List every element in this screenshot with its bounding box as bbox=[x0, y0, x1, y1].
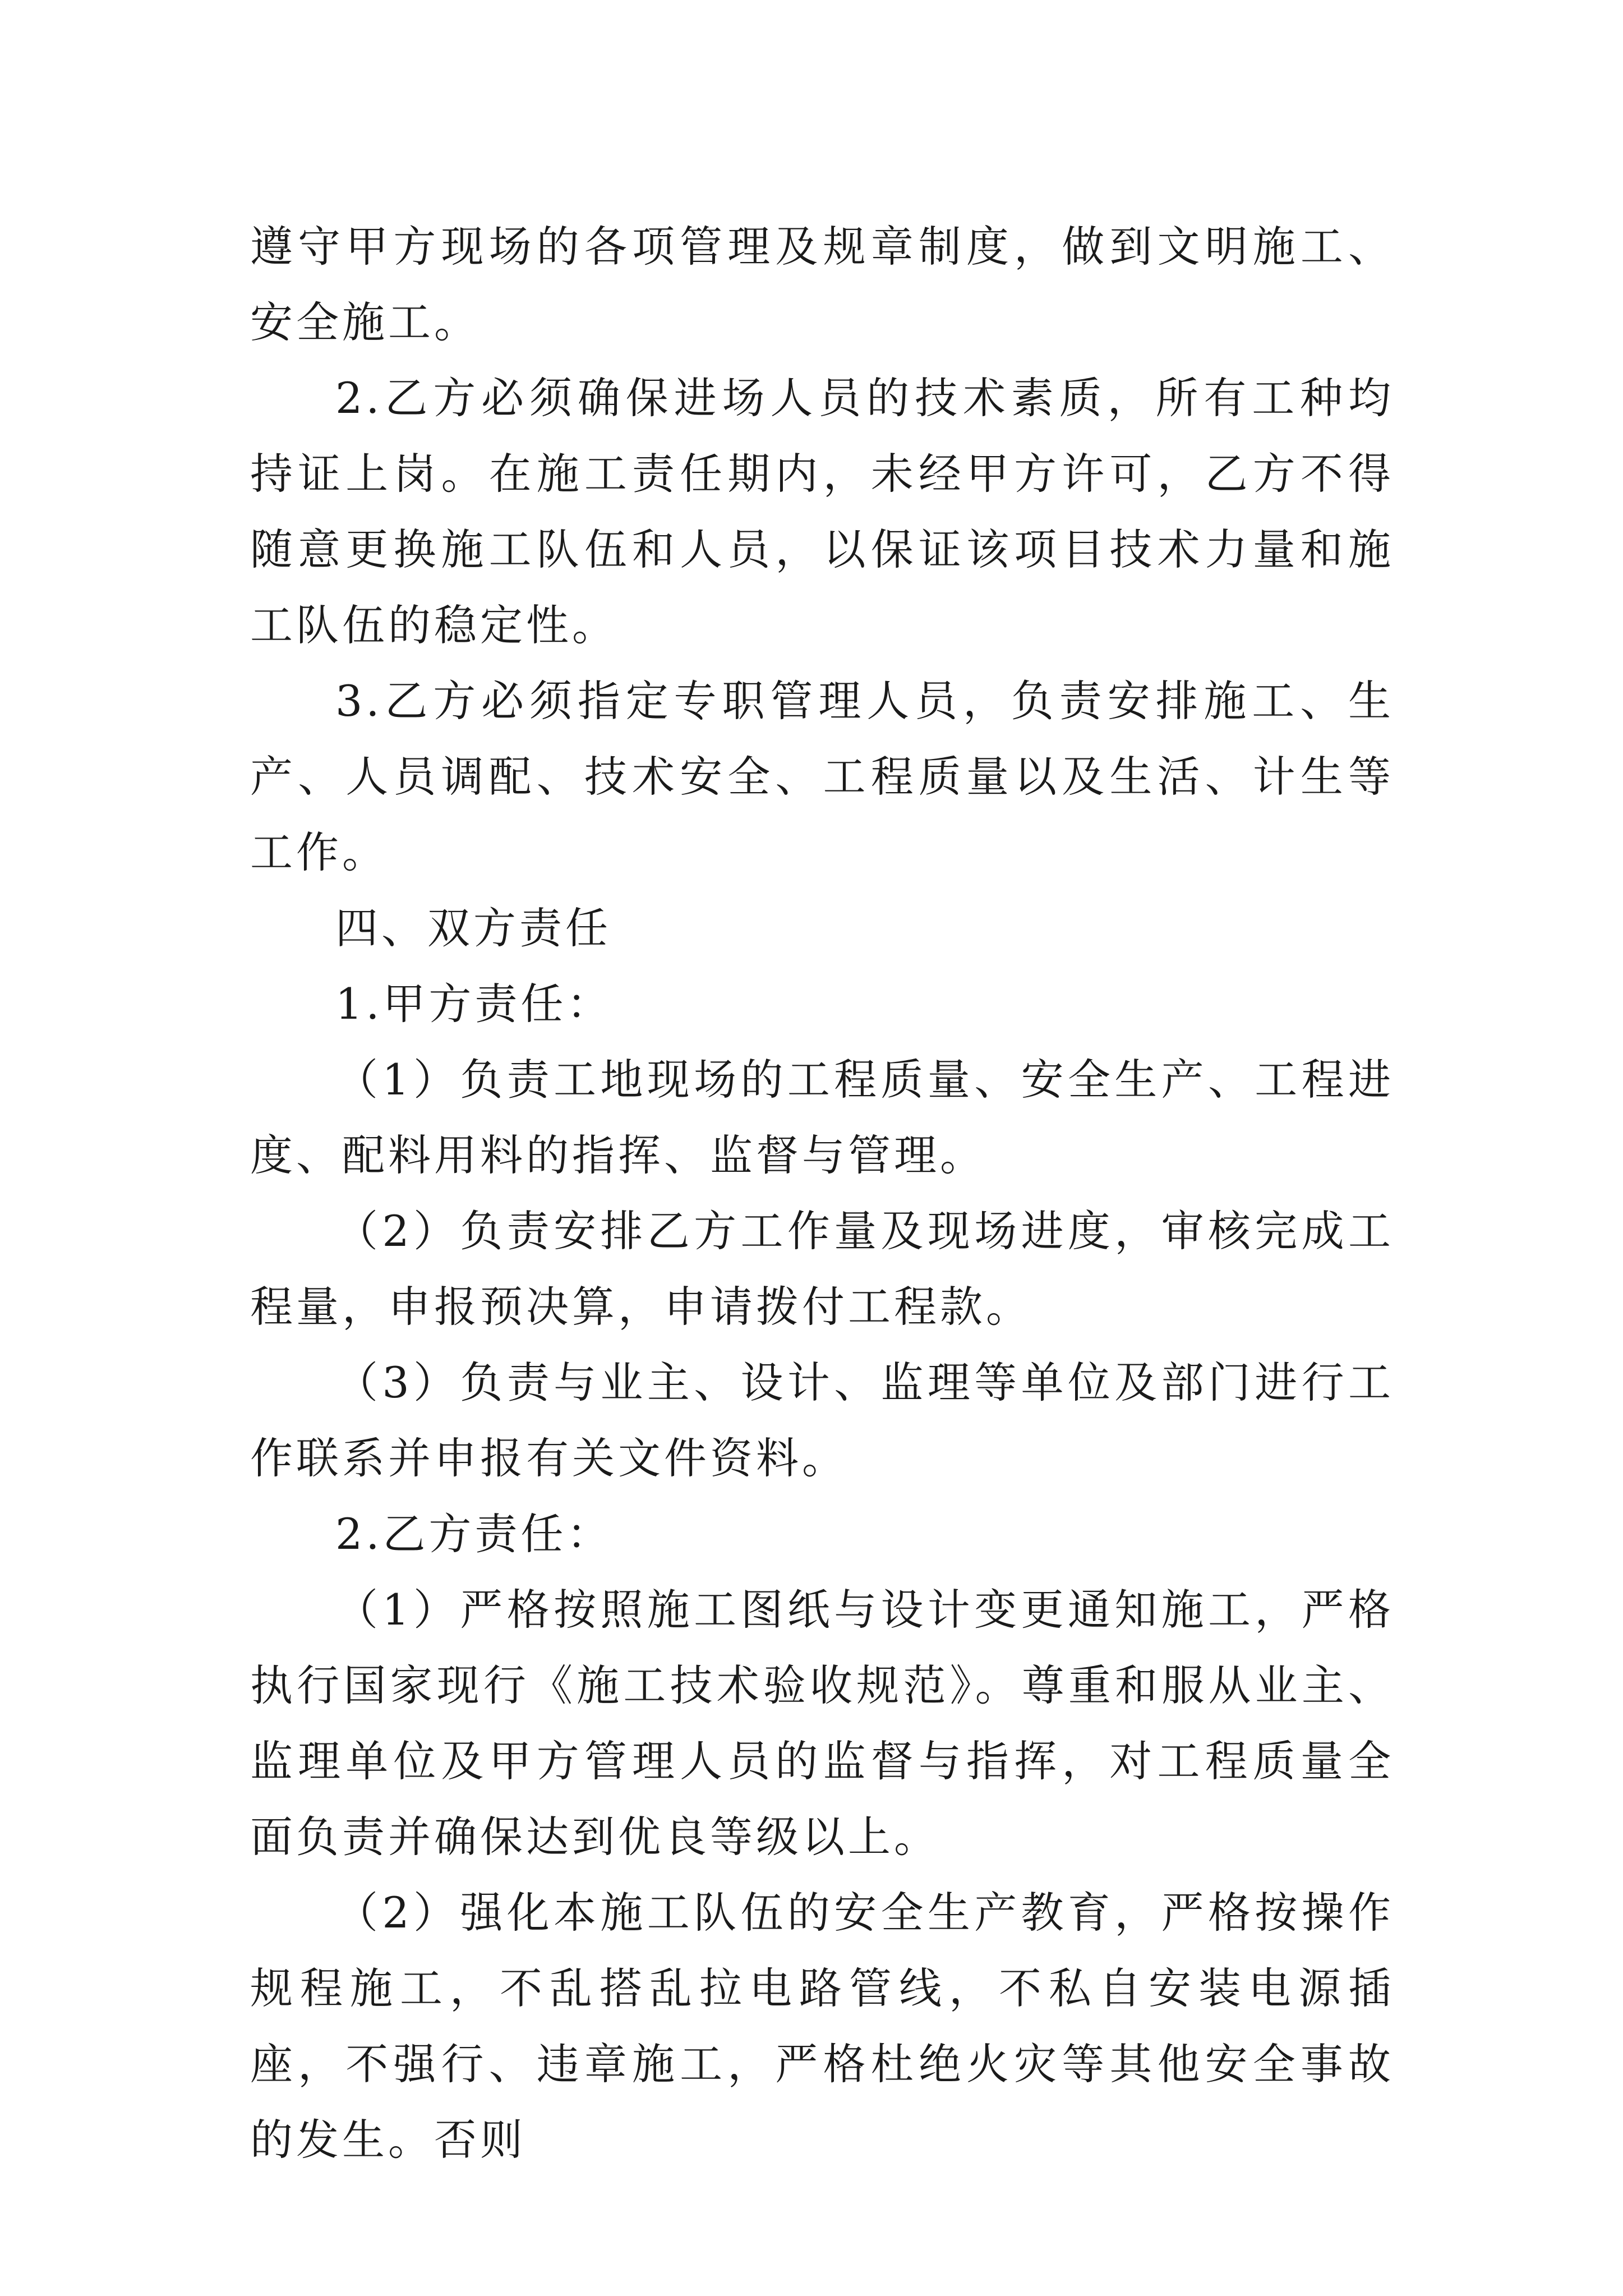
paragraph-dedicated-manager: 3.乙方必须指定专职管理人员，负责安排施工、生产、人员调配、技术安全、工程质量以及生活、计生等工作。 bbox=[250, 676, 1394, 877]
list-item-party-a-3: （3）负责与业主、设计、监理等单位及部门进行工作联系并申报有关文件资料。 bbox=[250, 1358, 1394, 1483]
paragraph-personnel-quality: 2.乙方必须确保进场人员的技术素质，所有工种均持证上岗。在施工责任期内，未经甲方许可，乙方不得随意更换施工队伍和人员，以保证该项目技术力量和施工队伍的稳定性。 bbox=[250, 373, 1394, 650]
list-item-party-b-1: （1）严格按照施工图纸与设计变更通知施工，严格执行国家现行《施工技术验收规范》。尊重和服从业主、监理单位及甲方管理人员的监督与指挥，对工程质量全面负责并确保达到优良等级以上。 bbox=[250, 1585, 1394, 1862]
subheading-party-b: 2.乙方责任： bbox=[335, 1509, 613, 1559]
list-item-party-a-1: （1）负责工地现场的工程质量、安全生产、工程进度、配料用料的指挥、监督与管理。 bbox=[250, 1055, 1394, 1180]
document-body bbox=[250, 209, 1394, 2178]
list-item-party-b-2: （2）强化本施工队伍的安全生产教育，严格按操作规程施工，不乱搭乱拉电路管线，不私自安装电源插座，不强行、违章施工，严格杜绝火灾等其他安全事故的发生。否则 bbox=[250, 1888, 1394, 2165]
section-heading-responsibilities: 四、双方责任 bbox=[335, 903, 611, 953]
list-item-party-a-2: （2）负责安排乙方工作量及现场进度，审核完成工程量，申报预决算，申请拨付工程款。 bbox=[250, 1206, 1394, 1332]
paragraph-site-rules: 遵守甲方现场的各项管理及规章制度，做到文明施工、安全施工。 bbox=[250, 222, 1394, 347]
subheading-party-a: 1.甲方责任： bbox=[335, 979, 613, 1029]
